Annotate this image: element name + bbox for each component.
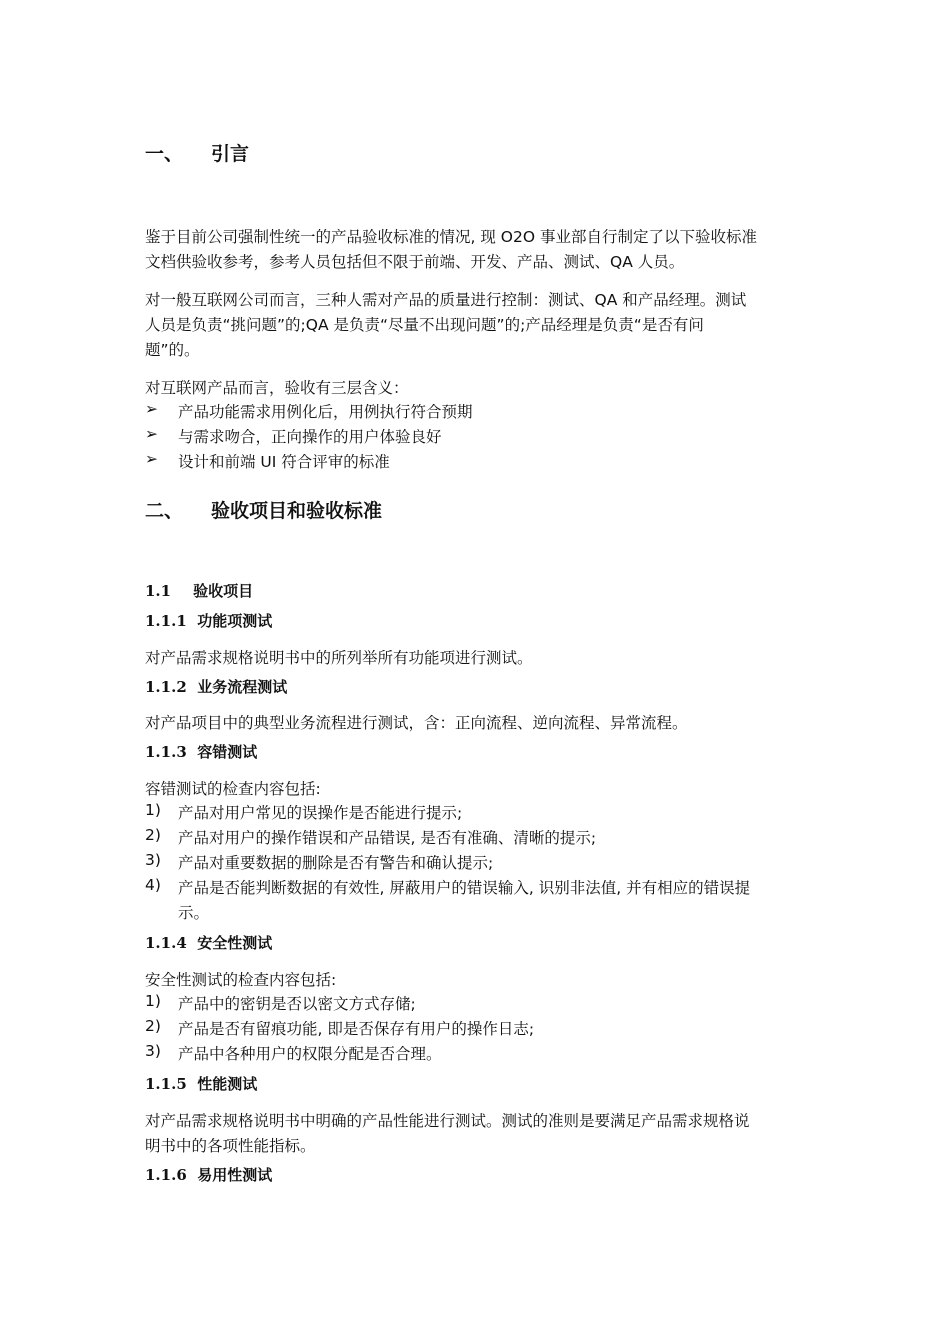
paragraph-line: 对产品需求规格说明书中的所列举所有功能项进行测试。 [145,649,533,667]
bullet-arrow-icon: ➢ [145,425,158,443]
paragraph-line: 文档供验收参考，参考人员包括但不限于前端、开发、产品、测试、QA 人员。 [145,253,685,271]
section-title: 引言 [211,143,250,165]
paragraph-line: 对一般互联网公司而言，三种人需对产品的质量进行控制：测试、QA 和产品经理。测试 [145,291,747,309]
paragraph-line: 对互联网产品而言，验收有三层含义： [145,379,409,397]
paragraph-line: 安全性测试的检查内容包括: [145,971,337,989]
section-number: 一、 [145,143,184,165]
paragraph-line: 容错测试的检查内容包括: [145,780,321,798]
subsection-heading: 1.1.5 性能测试 [145,1075,258,1093]
subsection-heading: 1.1.6 易用性测试 [145,1166,273,1184]
paragraph-line: 鉴于目前公司强制性统一的产品验收标准的情况, 现 O2O 事业部自行制定了以下验收标准 [145,228,757,246]
section-title: 验收项目和验收标准 [211,500,383,522]
paragraph-line: 人员是负责“挑问题”的;QA 是负责“尽量不出现问题”的;产品经理是负责“是否有问 [145,316,704,334]
subsection-heading: 1.1.2 业务流程测试 [145,678,288,696]
paragraph-line: 明书中的各项性能指标。 [145,1137,316,1155]
subsection-heading: 1.1.1 功能项测试 [145,612,273,630]
paragraph-line: 对产品需求规格说明书中明确的产品性能进行测试。测试的准则是要满足产品需求规格说 [145,1112,750,1130]
subsection-heading: 1.1 验收项目 [145,582,254,600]
section-number: 二、 [145,500,184,522]
bullet-arrow-icon: ➢ [145,450,158,468]
subsection-heading: 1.1.4 安全性测试 [145,934,273,952]
subsection-heading: 1.1.3 容错测试 [145,743,258,761]
bullet-arrow-icon: ➢ [145,400,158,418]
paragraph-line: 题”的。 [145,341,200,359]
paragraph-line: 对产品项目中的典型业务流程进行测试，含：正向流程、逆向流程、异常流程。 [145,714,688,732]
